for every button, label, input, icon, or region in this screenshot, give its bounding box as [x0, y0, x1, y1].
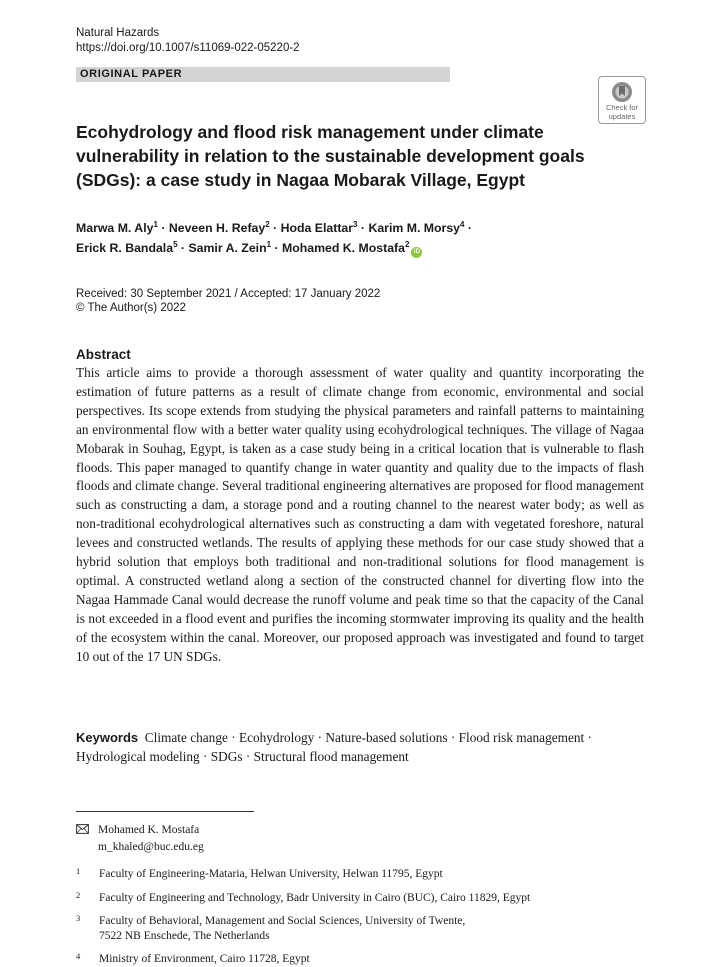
envelope-icon — [76, 823, 98, 839]
orcid-icon[interactable]: iD — [411, 247, 422, 258]
affiliation-text: Faculty of Engineering-Mataria, Helwan University, Helwan 11795, Egypt — [99, 868, 443, 880]
affiliation-number: 4 — [76, 951, 81, 961]
doi-link[interactable]: https://doi.org/10.1007/s11069-022-05220-2 — [76, 42, 300, 54]
affiliation-number: 1 — [76, 866, 81, 876]
keywords-label: Keywords — [76, 730, 139, 745]
author-name[interactable]: Mohamed K. Mostafa$^2$ — [281, 239, 410, 255]
copyright: © The Author(s) 2022 — [76, 302, 186, 314]
author-name[interactable]: Erick R. Bandala$^5$ — [76, 239, 178, 255]
author-affiliation-mark: 2 — [404, 239, 410, 249]
affiliation-1 — [76, 867, 443, 882]
abstract-heading: Abstract — [76, 347, 131, 362]
journal-name: Natural Hazards — [76, 27, 160, 39]
affiliation-2 — [76, 891, 530, 906]
affiliation-text: Faculty of Behavioral, Management and Social Sciences, University of Twente, — [99, 915, 466, 927]
article-type-bar: ORIGINAL PAPER — [76, 67, 450, 82]
author-affiliation-mark: 2 — [265, 219, 270, 229]
journal-header — [76, 26, 300, 56]
author-name[interactable]: Karim M. Morsy$^4$ — [368, 219, 465, 235]
corresponding-email[interactable]: m_khaled@buc.edu.eg — [98, 841, 204, 853]
updates-label: updates — [608, 112, 636, 121]
check-for-label: Check for — [605, 103, 639, 112]
author-name[interactable]: Marwa M. Aly$^1$ — [76, 219, 158, 235]
abstract-text: This article aims to provide a thorough assessment of water quality and quantity incorporating the estimation of future patterns as a result of climate change from economic, environmental and social perspectives. Its scope extends from studying the physical parameters and rainfall patterns to maintaining an environmental flow with a better water quality using ecohydrological techniques. The village of Nagaa Mobarak in Souhag, Egypt, is taken as a case study being in a critical location that is vulnerable to flash floods. This paper managed to quantify change in water quantity and quality due to the impacts of flash floods and climate change. Several traditional engineering alternatives are proposed for flood management such as constructing a dam, a storage pond and a routing channel to the nearest water body; as well as non-traditional ecohydrological alternatives such as constructing a dam with vegetated foreshore, natural levees and constructed wetlands. The results of applying these methods for our case study showed that a hybrid solution that employs both traditional and non-traditional solutions for flood management is optimal. A constructed wetland along a section of the constructed channel for diverting flow into the Nagaa Hammade Canal would decrease the runoff volume and peak time so that the capacity of the Canal is not exceeded in a flood event and purifies the incoming stormwater improving its quality and the health of the ecosystem within the canal. Moreover, our proposed approach was investigated and found to target 10 out of the 17 UN SDGs. — [76, 365, 644, 664]
affiliation-text: Faculty of Engineering and Technology, Badr University in Cairo (BUC), Cairo 11829, Egypt — [99, 892, 531, 904]
affiliation-3 — [76, 914, 465, 944]
author-affiliation-mark: 1 — [153, 219, 158, 229]
author-affiliation-mark: 1 — [266, 239, 272, 249]
author-list: Marwa M. Aly$^1$ · Neveen H. Refay$^2$ · Hoda Elattar$^3$ · Karim M. Morsy$^4$ · Erick R. Bandala$^5$ · Samir A. Zein$^1$ · Mohamed K. Mostafa$^2$iD — [76, 218, 616, 258]
bookmark-icon — [611, 81, 633, 103]
check-for-updates-badge[interactable] — [598, 76, 646, 124]
affiliation-number: 2 — [76, 890, 81, 900]
footnote-rule — [76, 811, 254, 812]
correspondence — [76, 822, 204, 855]
author-name[interactable]: Neveen H. Refay$^2$ — [168, 219, 270, 235]
corresponding-author: Mohamed K. Mostafa — [98, 824, 200, 836]
author-affiliation-mark: 5 — [173, 239, 178, 249]
article-dates — [76, 287, 380, 315]
affiliation-text-line2: 7522 NB Enschede, The Netherlands — [99, 930, 270, 942]
author-name[interactable]: Samir A. Zein$^1$ — [188, 239, 272, 255]
author-name[interactable]: Hoda Elattar$^3$ — [280, 219, 358, 235]
affiliation-number: 3 — [76, 913, 81, 923]
keywords-text: Climate change · Ecohydrology · Nature-based solutions · Flood risk management · Hydrological modeling · SDGs · Structural flood management — [76, 730, 592, 764]
received-accepted: Received: 30 September 2021 / Accepted: 17 January 2022 — [76, 288, 381, 300]
paper-title: Ecohydrology and flood risk management under climate vulnerability in relation to the sustainable development goals (SDGs): a case study in Nagaa Mobarak Village, Egypt — [76, 122, 585, 190]
affiliation-text: Ministry of Environment, Cairo 11728, Egypt — [99, 953, 310, 965]
author-affiliation-mark: 4 — [460, 219, 465, 229]
keywords — [76, 728, 644, 766]
author-affiliation-mark: 3 — [353, 219, 358, 229]
